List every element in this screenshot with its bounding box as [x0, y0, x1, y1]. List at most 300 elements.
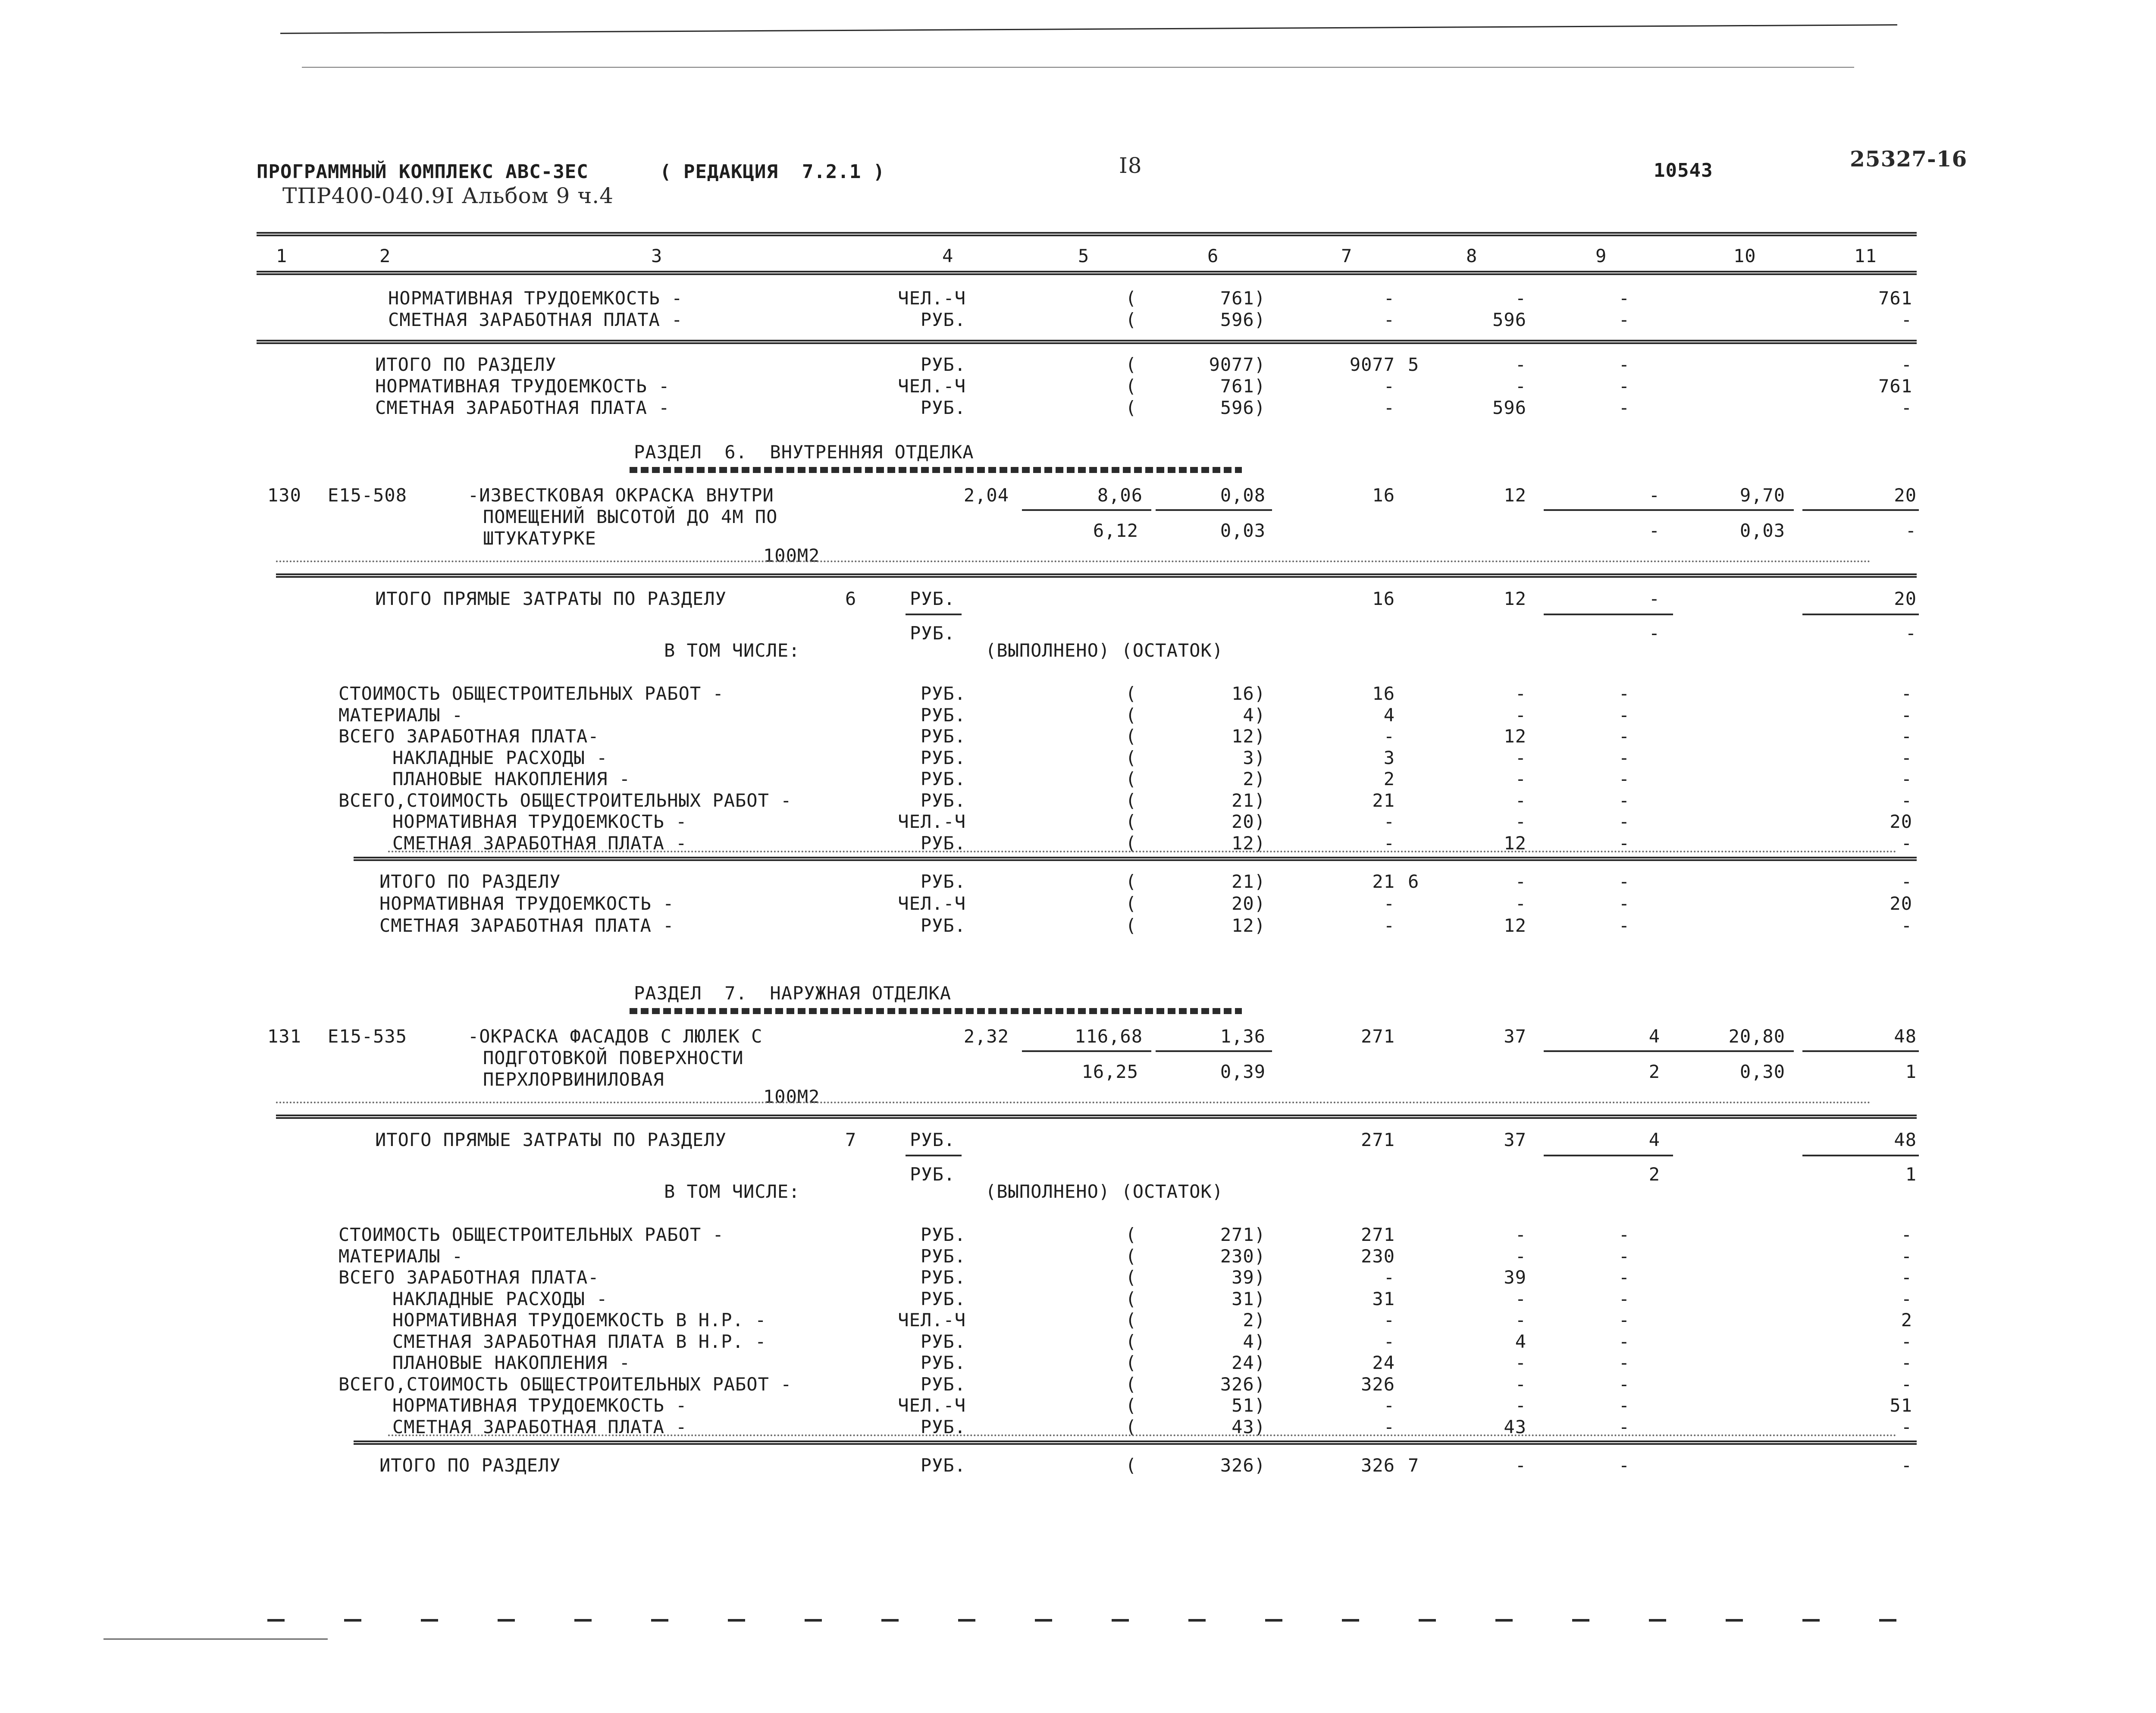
bottom-dash — [498, 1619, 515, 1622]
row-label: НОРМАТИВНАЯ ТРУДОЕМКОСТЬ - — [379, 893, 674, 914]
item-number: 131 — [267, 1026, 301, 1047]
paren-open: ( — [1125, 1352, 1137, 1373]
row-value-col9: - — [1618, 376, 1630, 397]
direct-costs-unit: РУБ. — [910, 623, 956, 644]
row-value-col11: - — [1901, 915, 1912, 936]
row-value-col7: 4 — [1383, 704, 1395, 726]
item-col6: 0,08 — [1220, 485, 1266, 506]
row-value-col8: 596 — [1492, 397, 1526, 418]
row-value-col8: 12 — [1504, 832, 1526, 854]
separator-double — [276, 1115, 1917, 1119]
item-col8: 37 — [1504, 1026, 1526, 1047]
archive-stamp: 25327-16 — [1850, 146, 1968, 172]
unit-rule — [906, 1155, 962, 1156]
row-value-col8: - — [1515, 893, 1526, 914]
row-value-col9: - — [1618, 726, 1630, 747]
subvalue-rule — [1544, 614, 1673, 615]
paren-open: ( — [1125, 832, 1137, 854]
row-value-col6: 12) — [1232, 832, 1266, 854]
row-value-col7: - — [1383, 1416, 1395, 1437]
direct-col8: 12 — [1504, 588, 1526, 609]
row-unit: РУБ. — [920, 704, 966, 726]
row-value-col7: - — [1383, 811, 1395, 832]
row-value-col8: - — [1515, 768, 1526, 789]
row-value-col9: - — [1618, 1309, 1630, 1331]
row-value-col8: - — [1515, 376, 1526, 397]
paren-open: ( — [1125, 288, 1137, 309]
bottom-dash — [805, 1619, 822, 1622]
row-label: ИТОГО ПО РАЗДЕЛУ — [375, 354, 557, 375]
row-value-col11: - — [1901, 871, 1912, 892]
column-header-10: 10 — [1733, 245, 1756, 266]
item-col9: - — [1648, 485, 1660, 506]
row-label: ВСЕГО,СТОИМОСТЬ ОБЩЕСТРОИТЕЛЬНЫХ РАБОТ - — [338, 1373, 792, 1395]
paren-open: ( — [1125, 1395, 1137, 1416]
subvalue-rule — [1022, 1050, 1151, 1052]
item-col5-secondary: 16,25 — [1081, 1061, 1138, 1082]
direct-col8: 37 — [1504, 1129, 1526, 1150]
column-header-rule-top — [257, 232, 1917, 236]
bottom-dash — [1726, 1619, 1743, 1622]
row-value-col8: 596 — [1492, 309, 1526, 330]
paren-open: ( — [1125, 726, 1137, 747]
row-value-col11: - — [1901, 768, 1912, 789]
section-title-underline — [630, 1008, 1242, 1014]
edition-label: ( РЕДАКЦИЯ 7.2.1 ) — [660, 161, 885, 183]
separator-double — [354, 1441, 1917, 1445]
row-value-col11: - — [1901, 1331, 1912, 1352]
row-label: НАКЛАДНЫЕ РАСХОДЫ - — [392, 1288, 608, 1309]
row-value-col6: 3) — [1243, 747, 1266, 768]
row-value-col11: 20 — [1890, 811, 1912, 832]
row-value-col11: - — [1901, 1288, 1912, 1309]
row-value-col7: 24 — [1372, 1352, 1395, 1373]
item-col6-secondary: 0,03 — [1220, 520, 1266, 541]
item-col9-secondary: 2 — [1648, 1061, 1660, 1082]
item-quantity: 2,04 — [963, 485, 1009, 506]
row-label: ПЛАНОВЫЕ НАКОПЛЕНИЯ - — [392, 768, 631, 789]
bottom-dash — [1495, 1619, 1513, 1622]
paren-open: ( — [1125, 1455, 1137, 1476]
item-description: ПОДГОТОВКОЙ ПОВЕРХНОСТИ — [483, 1047, 744, 1068]
item-col5-secondary: 6,12 — [1093, 520, 1138, 541]
bottom-dash — [1112, 1619, 1129, 1622]
row-value-col8: - — [1515, 1352, 1526, 1373]
paren-open: ( — [1125, 811, 1137, 832]
including-note: (ВЫПОЛНЕНО) (ОСТАТОК) — [985, 1181, 1224, 1202]
row-value-col11: - — [1901, 747, 1912, 768]
row-unit: ЧЕЛ.-Ч — [898, 893, 966, 914]
row-value-col8: - — [1515, 747, 1526, 768]
item-col11-secondary: - — [1905, 520, 1917, 541]
row-label: СМЕТНАЯ ЗАРАБОТНАЯ ПЛАТА - — [392, 832, 687, 854]
section-number: 7 — [1408, 1455, 1420, 1476]
direct-col7: 271 — [1361, 1129, 1395, 1150]
row-label: ВСЕГО,СТОИМОСТЬ ОБЩЕСТРОИТЕЛЬНЫХ РАБОТ - — [338, 789, 792, 811]
paren-open: ( — [1125, 768, 1137, 789]
item-unit: 100М2 — [763, 1086, 820, 1107]
row-value-col6: 20) — [1232, 811, 1266, 832]
row-value-col9: - — [1618, 288, 1630, 309]
row-label: ВСЕГО ЗАРАБОТНАЯ ПЛАТА- — [338, 1267, 599, 1288]
section-title: РАЗДЕЛ 6. ВНУТРЕННЯЯ ОТДЕЛКА — [634, 442, 974, 463]
item-unit: 100М2 — [763, 545, 820, 566]
bottom-dash — [1188, 1619, 1206, 1622]
bottom-dash — [728, 1619, 745, 1622]
row-value-col6: 43) — [1232, 1416, 1266, 1437]
row-value-col11: - — [1901, 789, 1912, 811]
row-label: СМЕТНАЯ ЗАРАБОТНАЯ ПЛАТА - — [392, 1416, 687, 1437]
row-value-col7: - — [1383, 397, 1395, 418]
direct-col7: 16 — [1372, 588, 1395, 609]
paren-open: ( — [1125, 1288, 1137, 1309]
row-value-col7: 3 — [1383, 747, 1395, 768]
row-value-col8: 12 — [1504, 915, 1526, 936]
item-col10: 9,70 — [1739, 485, 1785, 506]
direct-col9-secondary: - — [1648, 623, 1660, 644]
direct-col11-secondary: 1 — [1905, 1164, 1917, 1185]
row-value-col6: 4) — [1243, 704, 1266, 726]
row-value-col7: - — [1383, 1395, 1395, 1416]
direct-costs-label: ИТОГО ПРЯМЫЕ ЗАТРАТЫ ПО РАЗДЕЛУ — [375, 588, 727, 609]
bottom-dash — [1649, 1619, 1666, 1622]
row-value-col8: - — [1515, 354, 1526, 375]
row-value-col6: 51) — [1232, 1395, 1266, 1416]
top-rule — [280, 24, 1897, 34]
bottom-rule — [103, 1638, 328, 1640]
row-value-col8: 12 — [1504, 726, 1526, 747]
row-unit: РУБ. — [920, 1373, 966, 1395]
row-value-col11: - — [1901, 726, 1912, 747]
row-value-col7: - — [1383, 288, 1395, 309]
column-header-11: 11 — [1854, 245, 1877, 266]
paren-open: ( — [1125, 747, 1137, 768]
item-col11: 48 — [1894, 1026, 1917, 1047]
row-value-col6: 326) — [1220, 1455, 1266, 1476]
row-value-col9: - — [1618, 832, 1630, 854]
row-value-col11: - — [1901, 1245, 1912, 1267]
row-value-col6: 20) — [1232, 893, 1266, 914]
paren-open: ( — [1125, 1267, 1137, 1288]
separator-double — [354, 857, 1917, 861]
row-value-col7: - — [1383, 893, 1395, 914]
paren-open: ( — [1125, 1245, 1137, 1267]
item-col6: 1,36 — [1220, 1026, 1266, 1047]
bottom-dash — [1035, 1619, 1052, 1622]
row-unit: ЧЕЛ.-Ч — [898, 1395, 966, 1416]
row-value-col9: - — [1618, 1288, 1630, 1309]
row-value-col7: 21 — [1372, 871, 1395, 892]
item-description: ПЕРХЛОРВИНИЛОВАЯ — [483, 1069, 664, 1090]
row-label: СМЕТНАЯ ЗАРАБОТНАЯ ПЛАТА - — [375, 397, 670, 418]
unit-rule — [906, 614, 962, 615]
row-value-col6: 21) — [1232, 789, 1266, 811]
row-value-col8: - — [1515, 1288, 1526, 1309]
row-value-col9: - — [1618, 1245, 1630, 1267]
row-value-col11: - — [1901, 1416, 1912, 1437]
row-value-col11: 20 — [1890, 893, 1912, 914]
row-value-col6: 271) — [1220, 1224, 1266, 1245]
direct-col11: 48 — [1894, 1129, 1917, 1150]
section-number: 6 — [845, 588, 857, 609]
paren-open: ( — [1125, 1373, 1137, 1395]
row-value-col6: 596) — [1220, 309, 1266, 330]
bottom-dash — [574, 1619, 592, 1622]
bottom-dash — [421, 1619, 438, 1622]
row-value-col11: - — [1901, 309, 1912, 330]
row-label: СТОИМОСТЬ ОБЩЕСТРОИТЕЛЬНЫХ РАБОТ - — [338, 683, 724, 704]
bottom-dash — [267, 1619, 285, 1622]
row-value-col7: - — [1383, 1331, 1395, 1352]
row-label: НОРМАТИВНАЯ ТРУДОЕМКОСТЬ - — [392, 1395, 687, 1416]
row-value-col8: 43 — [1504, 1416, 1526, 1437]
row-value-col7: - — [1383, 726, 1395, 747]
row-value-col11: - — [1901, 832, 1912, 854]
paren-open: ( — [1125, 789, 1137, 811]
direct-col9-secondary: 2 — [1648, 1164, 1660, 1185]
row-label: НАКЛАДНЫЕ РАСХОДЫ - — [392, 747, 608, 768]
paren-open: ( — [1125, 376, 1137, 397]
row-value-col6: 326) — [1220, 1373, 1266, 1395]
row-value-col11: - — [1901, 1267, 1912, 1288]
row-value-col11: 761 — [1878, 376, 1912, 397]
item-col11-secondary: 1 — [1905, 1061, 1917, 1082]
paren-open: ( — [1125, 309, 1137, 330]
subvalue-rule — [1673, 509, 1794, 511]
row-value-col6: 21) — [1232, 871, 1266, 892]
item-description: ПОМЕЩЕНИЙ ВЫСОТОЙ ДО 4М ПО — [483, 506, 778, 527]
row-value-col7: 16 — [1372, 683, 1395, 704]
row-label: СМЕТНАЯ ЗАРАБОТНАЯ ПЛАТА - — [388, 309, 683, 330]
row-value-col8: - — [1515, 1455, 1526, 1476]
item-col5: 8,06 — [1097, 485, 1143, 506]
row-value-col9: - — [1618, 871, 1630, 892]
row-label: СМЕТНАЯ ЗАРАБОТНАЯ ПЛАТА В Н.Р. - — [392, 1331, 767, 1352]
section-number: 7 — [845, 1129, 857, 1150]
item-description: -ИЗВЕСТКОВАЯ ОКРАСКА ВНУТРИ — [468, 485, 774, 506]
row-unit: РУБ. — [920, 789, 966, 811]
row-value-col7: - — [1383, 376, 1395, 397]
direct-costs-label: ИТОГО ПРЯМЫЕ ЗАТРАТЫ ПО РАЗДЕЛУ — [375, 1129, 727, 1150]
row-value-col6: 39) — [1232, 1267, 1266, 1288]
column-header-2: 2 — [379, 245, 391, 266]
row-value-col8: - — [1515, 1224, 1526, 1245]
paren-open: ( — [1125, 1224, 1137, 1245]
bottom-dash — [881, 1619, 899, 1622]
row-value-col11: - — [1901, 354, 1912, 375]
row-label: МАТЕРИАЛЫ - — [338, 1245, 464, 1267]
dotted-rule — [276, 561, 1871, 562]
item-col9: 4 — [1648, 1026, 1660, 1047]
row-value-col7: 230 — [1361, 1245, 1395, 1267]
row-label: ВСЕГО ЗАРАБОТНАЯ ПЛАТА- — [338, 726, 599, 747]
row-value-col7: - — [1383, 309, 1395, 330]
row-value-col9: - — [1618, 1331, 1630, 1352]
row-value-col7: - — [1383, 832, 1395, 854]
row-unit: ЧЕЛ.-Ч — [898, 288, 966, 309]
bottom-dash — [1802, 1619, 1820, 1622]
column-header-rule-bottom — [257, 271, 1917, 275]
row-value-col11: - — [1901, 704, 1912, 726]
row-value-col7: 21 — [1372, 789, 1395, 811]
row-value-col6: 12) — [1232, 726, 1266, 747]
including-label: В ТОМ ЧИСЛЕ: — [664, 640, 800, 661]
row-value-col11: 51 — [1890, 1395, 1912, 1416]
item-number: 130 — [267, 485, 301, 506]
row-value-col9: - — [1618, 915, 1630, 936]
paren-open: ( — [1125, 683, 1137, 704]
section-number: 5 — [1408, 354, 1420, 375]
row-unit: РУБ. — [920, 1288, 966, 1309]
paren-open: ( — [1125, 1331, 1137, 1352]
row-value-col9: - — [1618, 1455, 1630, 1476]
row-unit: РУБ. — [920, 747, 966, 768]
row-value-col6: 31) — [1232, 1288, 1266, 1309]
item-code: Е15-535 — [328, 1026, 407, 1047]
row-unit: РУБ. — [920, 1224, 966, 1245]
bottom-dash — [651, 1619, 668, 1622]
row-value-col6: 12) — [1232, 915, 1266, 936]
item-col9-secondary: - — [1648, 520, 1660, 541]
row-value-col9: - — [1618, 811, 1630, 832]
item-col6-secondary: 0,39 — [1220, 1061, 1266, 1082]
direct-col9: 4 — [1648, 1129, 1660, 1150]
row-value-col8: 4 — [1515, 1331, 1526, 1352]
row-value-col9: - — [1618, 309, 1630, 330]
subvalue-rule — [1673, 1050, 1794, 1052]
row-label: МАТЕРИАЛЫ - — [338, 704, 464, 726]
row-value-col11: - — [1901, 1224, 1912, 1245]
bottom-dash — [958, 1619, 975, 1622]
row-value-col6: 761) — [1220, 288, 1266, 309]
direct-col11-secondary: - — [1905, 623, 1917, 644]
subvalue-rule — [1802, 509, 1919, 511]
row-value-col11: 761 — [1878, 288, 1912, 309]
row-value-col8: - — [1515, 1373, 1526, 1395]
row-unit: РУБ. — [920, 1331, 966, 1352]
direct-costs-unit: РУБ. — [910, 1164, 956, 1185]
row-value-col9: - — [1618, 683, 1630, 704]
subvalue-rule — [1802, 614, 1919, 615]
row-value-col7: 326 — [1361, 1455, 1395, 1476]
row-value-col9: - — [1618, 789, 1630, 811]
row-value-col11: - — [1901, 1352, 1912, 1373]
doc-code: 10543 — [1654, 160, 1713, 182]
direct-col9: - — [1648, 588, 1660, 609]
column-header-4: 4 — [942, 245, 954, 266]
subvalue-rule — [1802, 1050, 1919, 1052]
row-unit: ЧЕЛ.-Ч — [898, 1309, 966, 1331]
row-value-col11: - — [1901, 1455, 1912, 1476]
subvalue-rule — [1544, 1155, 1673, 1156]
row-value-col7: 31 — [1372, 1288, 1395, 1309]
item-quantity: 2,32 — [963, 1026, 1009, 1047]
item-col10-secondary: 0,03 — [1739, 520, 1785, 541]
column-header-3: 3 — [651, 245, 663, 266]
row-value-col7: - — [1383, 1267, 1395, 1288]
direct-costs-unit: РУБ. — [910, 1129, 956, 1150]
row-unit: РУБ. — [920, 354, 966, 375]
row-unit: РУБ. — [920, 871, 966, 892]
row-value-col8: - — [1515, 288, 1526, 309]
row-value-col7: 9077 — [1349, 354, 1395, 375]
separator-double — [257, 340, 1917, 344]
row-value-col9: - — [1618, 1373, 1630, 1395]
column-header-8: 8 — [1466, 245, 1478, 266]
item-col11: 20 — [1894, 485, 1917, 506]
row-value-col6: 24) — [1232, 1352, 1266, 1373]
row-value-col9: - — [1618, 1416, 1630, 1437]
row-label: СТОИМОСТЬ ОБЩЕСТРОИТЕЛЬНЫХ РАБОТ - — [338, 1224, 724, 1245]
separator-double — [276, 573, 1917, 578]
row-value-col9: - — [1618, 1395, 1630, 1416]
item-col7: 16 — [1372, 485, 1395, 506]
column-header-7: 7 — [1341, 245, 1353, 266]
row-value-col7: 2 — [1383, 768, 1395, 789]
row-value-col8: - — [1515, 1395, 1526, 1416]
row-unit: РУБ. — [920, 1455, 966, 1476]
row-value-col9: - — [1618, 768, 1630, 789]
project-title: ТПР400-040.9I Альбом 9 ч.4 — [282, 183, 614, 208]
section-title: РАЗДЕЛ 7. НАРУЖНАЯ ОТДЕЛКА — [634, 983, 952, 1004]
row-value-col8: - — [1515, 683, 1526, 704]
subvalue-rule — [1022, 509, 1151, 511]
item-description: -ОКРАСКА ФАСАДОВ С ЛЮЛЕК С — [468, 1026, 763, 1047]
row-label: НОРМАТИВНАЯ ТРУДОЕМКОСТЬ - — [388, 288, 683, 309]
paren-open: ( — [1125, 397, 1137, 418]
row-unit: ЧЕЛ.-Ч — [898, 376, 966, 397]
row-value-col6: 2) — [1243, 1309, 1266, 1331]
row-label: НОРМАТИВНАЯ ТРУДОЕМКОСТЬ В Н.Р. - — [392, 1309, 767, 1331]
including-label: В ТОМ ЧИСЛЕ: — [664, 1181, 800, 1202]
row-label: СМЕТНАЯ ЗАРАБОТНАЯ ПЛАТА - — [379, 915, 674, 936]
row-value-col11: - — [1901, 683, 1912, 704]
section-number: 6 — [1408, 871, 1420, 892]
subvalue-rule — [1156, 1050, 1272, 1052]
bottom-dash — [1342, 1619, 1359, 1622]
item-code: Е15-508 — [328, 485, 407, 506]
row-unit: РУБ. — [920, 397, 966, 418]
row-unit: РУБ. — [920, 832, 966, 854]
dotted-rule — [388, 851, 1897, 852]
column-header-9: 9 — [1595, 245, 1607, 266]
row-label: ПЛАНОВЫЕ НАКОПЛЕНИЯ - — [392, 1352, 631, 1373]
row-value-col6: 596) — [1220, 397, 1266, 418]
row-value-col6: 4) — [1243, 1331, 1266, 1352]
including-note: (ВЫПОЛНЕНО) (ОСТАТОК) — [985, 640, 1224, 661]
row-unit: РУБ. — [920, 1267, 966, 1288]
row-unit: РУБ. — [920, 768, 966, 789]
section-title-underline — [630, 467, 1242, 473]
paren-open: ( — [1125, 1309, 1137, 1331]
row-value-col9: - — [1618, 1267, 1630, 1288]
row-unit: РУБ. — [920, 683, 966, 704]
row-unit: РУБ. — [920, 1245, 966, 1267]
row-unit: РУБ. — [920, 1416, 966, 1437]
dotted-rule — [388, 1434, 1897, 1436]
subvalue-rule — [1544, 509, 1673, 511]
row-unit: ЧЕЛ.-Ч — [898, 811, 966, 832]
row-value-col6: 761) — [1220, 376, 1266, 397]
row-unit: РУБ. — [920, 726, 966, 747]
paren-open: ( — [1125, 354, 1137, 375]
direct-costs-unit: РУБ. — [910, 588, 956, 609]
row-value-col6: 9077) — [1209, 354, 1266, 375]
column-header-5: 5 — [1078, 245, 1090, 266]
subvalue-rule — [1156, 509, 1272, 511]
paren-open: ( — [1125, 871, 1137, 892]
bottom-dash — [1879, 1619, 1896, 1622]
